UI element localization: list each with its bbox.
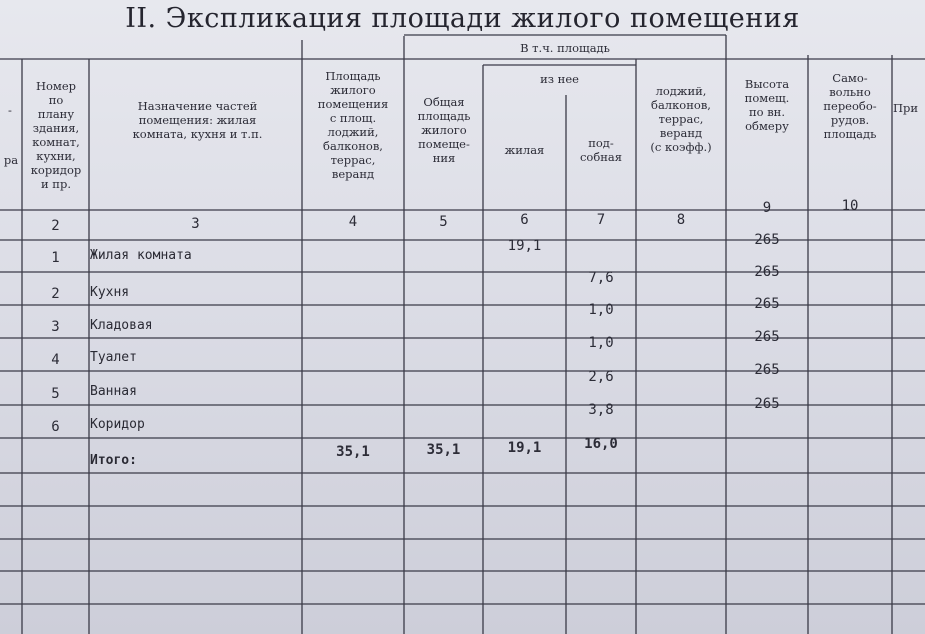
column-number-4: 4 <box>348 214 358 230</box>
living-area <box>483 396 566 424</box>
room-name: Жилая комната <box>90 248 192 263</box>
header-of-it: из нее <box>540 72 579 86</box>
left-partial-header-1: - <box>8 103 12 117</box>
header-area-with-loggias: Площадь жилого помещения с площ. лоджий, балконов, террас, веранд <box>317 68 389 181</box>
room-name: Кладовая <box>90 318 153 333</box>
living-area <box>483 329 566 357</box>
living-area <box>483 363 566 391</box>
auxiliary-area: 7,6 <box>588 270 614 286</box>
living-area <box>483 296 566 324</box>
header-auxiliary: под- собная <box>579 136 623 164</box>
auxiliary-area: 1,0 <box>588 335 614 351</box>
room-height: 265 <box>754 264 780 280</box>
total-area: 35,1 <box>426 442 461 458</box>
auxiliary-area: 2,6 <box>588 369 614 385</box>
room-name: Ванная <box>90 384 137 399</box>
header-total-area: Общая площадь жилого помеще- ния <box>417 95 471 165</box>
row-number: 5 <box>51 386 60 402</box>
room-name: Коридор <box>90 417 145 432</box>
column-number-5: 5 <box>439 214 448 230</box>
auxiliary-area: 1,0 <box>588 302 614 318</box>
header-room-purpose: Назначение частей помещения: жилая комната, кухня и т.п. <box>132 99 263 141</box>
total-label: Итого: <box>90 453 137 468</box>
living-area: 19,1 <box>507 238 542 254</box>
column-number-2: 2 <box>51 218 60 234</box>
row-number: 6 <box>51 419 60 435</box>
total-living: 19,1 <box>507 440 542 456</box>
room-height: 265 <box>754 232 780 248</box>
column-number-7: 7 <box>596 212 606 228</box>
header-loggias-coeff: лоджий, балконов, террас, веранд (с коэфф.) <box>650 84 712 154</box>
column-number-6: 6 <box>520 212 529 228</box>
header-room-number: Номер по плану здания, комнат, кухни, коридор и пр. <box>30 79 82 191</box>
header-height: Высота помещ. по вн. обмеру <box>744 77 790 133</box>
room-name: Кухня <box>90 285 130 300</box>
column-number-10: 10 <box>841 198 859 214</box>
column-number-3: 3 <box>191 216 200 232</box>
room-height: 265 <box>754 329 780 345</box>
left-partial-header-2: ра <box>3 153 19 167</box>
auxiliary-area <box>566 232 636 260</box>
row-number: 3 <box>51 319 60 335</box>
document-title: II. Экспликация площади жилого помещения <box>125 3 800 34</box>
room-height: 265 <box>754 362 780 378</box>
room-height: 265 <box>754 296 780 312</box>
header-living: жилая <box>504 143 545 157</box>
room-height: 265 <box>754 396 780 412</box>
living-area <box>483 264 566 292</box>
total-area-with-loggias: 35,1 <box>336 444 370 460</box>
room-name: Туалет <box>90 350 137 365</box>
auxiliary-area: 3,8 <box>588 402 614 418</box>
column-number-9: 9 <box>762 200 772 216</box>
header-unauthorized-area: Само- вольно переобо- рудов. площадь <box>823 71 877 141</box>
header-notes-partial: При <box>893 101 919 115</box>
total-auxiliary: 16,0 <box>584 436 618 452</box>
header-in-that-area: В т.ч. площадь <box>520 41 610 55</box>
column-number-8: 8 <box>676 212 686 228</box>
row-number: 2 <box>51 286 60 302</box>
row-number: 4 <box>51 352 60 368</box>
row-number: 1 <box>51 250 60 266</box>
